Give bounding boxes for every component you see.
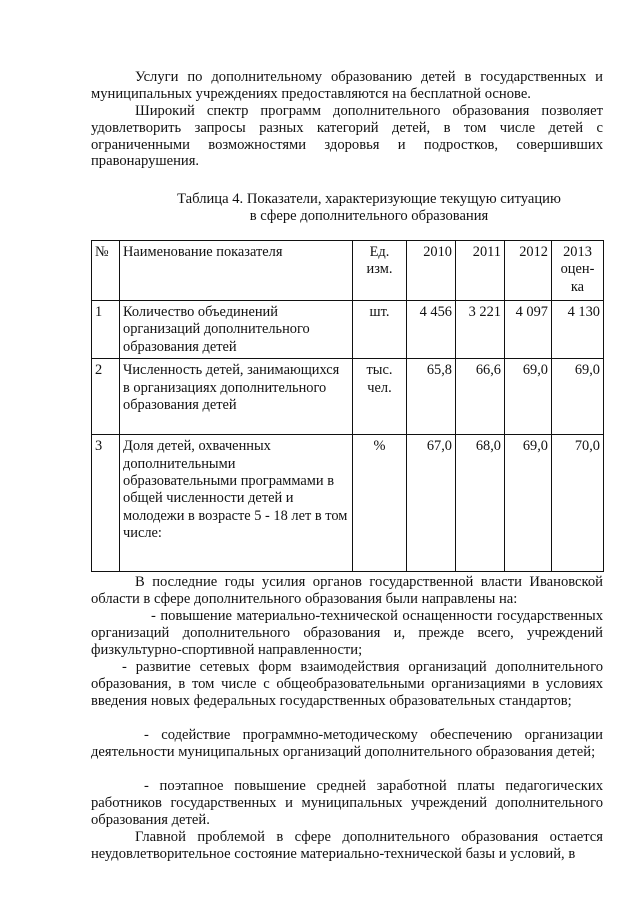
row-value-2013: 69,0 — [552, 359, 604, 435]
row-value-2011: 68,0 — [456, 435, 505, 572]
header-2010: 2010 — [407, 241, 456, 301]
table-caption-line2: в сфере дополнительного образования — [249, 208, 489, 224]
row-value-2013: 70,0 — [552, 435, 604, 572]
row-num: 1 — [92, 301, 120, 359]
row-value-2010: 67,0 — [407, 435, 456, 572]
bullet-network-forms: - развитие сетевых форм взаимодействия организаций дополнительного образования, в том числе с общеобразовательными организациями в условиях введения новых федеральных государственных образовательных стандартов; — [91, 659, 603, 709]
bullet-methodological-support: - содействие программно-методическому обеспечению организации деятельности муниципальных организаций дополнительного образования детей; — [91, 727, 603, 760]
row-name: Количество объединений организаций дополнительного образования детей — [120, 301, 353, 359]
table-row — [92, 435, 604, 572]
paragraph-free-services: Услуги по дополнительному образованию детей в государственных и муниципальных учреждениях предоставляются на бесплатной основе. — [91, 69, 603, 102]
row-value-2010: 65,8 — [407, 359, 456, 435]
row-num: 3 — [92, 435, 120, 572]
row-name: Доля детей, охваченных дополнительными образовательными программами в общей численности детей и молодежи в возрасте 5 - 18 лет в том числе: — [120, 435, 353, 572]
row-unit: % — [353, 435, 407, 572]
bullet-material-equipment: - повышение материально-технической оснащенности государственных организаций дополнительного образования и, прежде всего, учреждений физкультурно-спортивной направленности; — [91, 608, 603, 658]
row-unit: шт. — [353, 301, 407, 359]
indicators-table — [91, 240, 604, 572]
paragraph-main-problem: Главной проблемой в сфере дополнительного образования остается неудовлетворительное состояние материально-технической базы и условий, в — [91, 829, 603, 862]
row-value-2011: 3 221 — [456, 301, 505, 359]
header-2012: 2012 — [505, 241, 552, 301]
table-caption-line1: Таблица 4. Показатели, характеризующие текущую ситуацию — [177, 191, 561, 207]
row-value-2010: 4 456 — [407, 301, 456, 359]
header-2011: 2011 — [456, 241, 505, 301]
table-row — [92, 359, 604, 435]
row-value-2013: 4 130 — [552, 301, 604, 359]
row-value-2012: 4 097 — [505, 301, 552, 359]
row-value-2012: 69,0 — [505, 435, 552, 572]
row-value-2011: 66,6 — [456, 359, 505, 435]
table-header-row — [92, 241, 604, 301]
paragraph-program-range: Широкий спектр программ дополнительного образования позволяет удовлетворить запросы разных категорий детей, в том числе детей с ограниченными возможностями здоровья и подростков, совершивших правонарушения. — [91, 103, 603, 170]
header-num: № — [92, 241, 120, 301]
table-row — [92, 301, 604, 359]
bullet-salary-increase: - поэтапное повышение средней заработной платы педагогических работников государственных и муниципальных учреждений дополнительного образования детей. — [91, 778, 603, 828]
row-value-2012: 69,0 — [505, 359, 552, 435]
header-name: Наименование показателя — [120, 241, 353, 301]
row-num: 2 — [92, 359, 120, 435]
row-name: Численность детей, занимающихся в организациях дополнительного образования детей — [120, 359, 353, 435]
header-2013: 2013 оцен- ка — [552, 241, 604, 301]
row-unit: тыс. чел. — [353, 359, 407, 435]
header-unit: Ед. изм. — [353, 241, 407, 301]
paragraph-efforts-intro: В последние годы усилия органов государственной власти Ивановской области в сфере дополнительного образования были направлены на: — [91, 574, 603, 607]
